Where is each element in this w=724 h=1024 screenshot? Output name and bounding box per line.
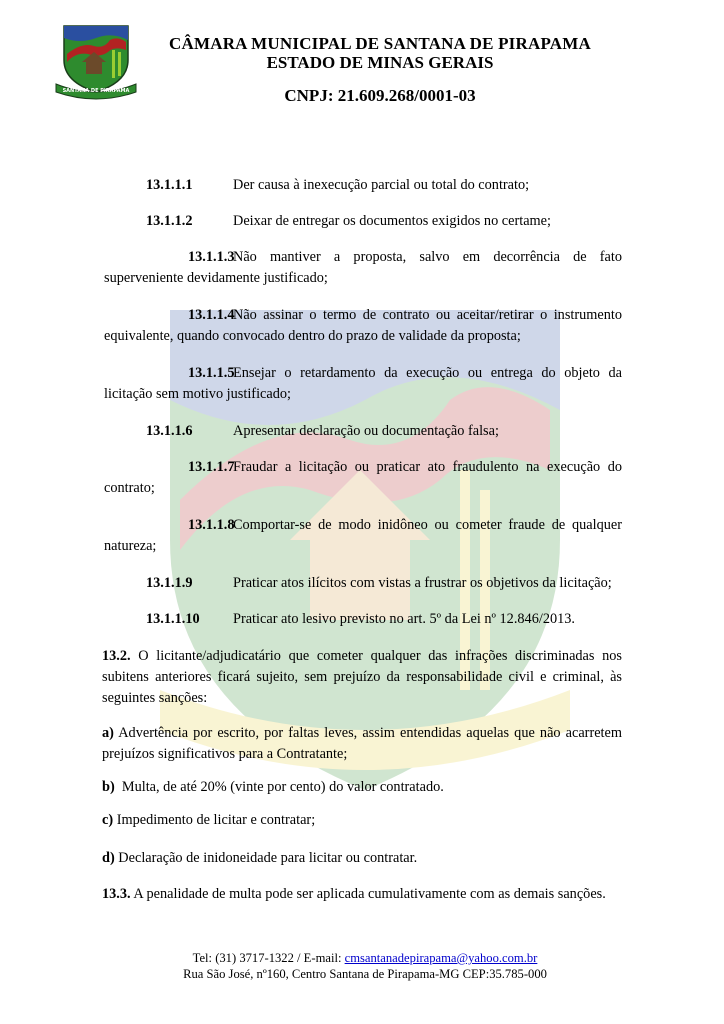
list-item — [104, 247, 622, 289]
list-item — [104, 363, 622, 405]
header-title: CÂMARA MUNICIPAL DE SANTANA DE PIRAPAMA — [169, 34, 591, 53]
item-number: 13.1.1.6 — [146, 423, 193, 439]
footer-contact-prefix: Tel: (31) 3717-1322 / E-mail: — [192, 951, 345, 965]
coat-of-arms-logo — [54, 22, 138, 100]
item-number: 13.1.1.7 — [188, 459, 235, 475]
section-13-3 — [102, 884, 622, 905]
list-item — [104, 609, 622, 630]
sanction-d — [102, 848, 622, 869]
sanction-text: Impedimento de licitar e contratar; — [116, 812, 316, 828]
sanction-text: Declaração de inidoneidade para licitar ou contratar. — [118, 850, 418, 866]
header-cnpj: CNPJ: 21.609.268/0001-03 — [284, 86, 476, 105]
sanction-b — [102, 777, 622, 798]
item-number: 13.1.1.10 — [146, 611, 200, 627]
sanction-c — [102, 810, 622, 831]
item-number: 13.1.1.8 — [188, 517, 235, 533]
list-item — [104, 175, 622, 196]
section-text: A penalidade de multa pode ser aplicada cumulativamente com as demais sanções. — [133, 886, 606, 902]
sanction-label: d) — [102, 850, 115, 866]
footer-email-link[interactable]: cmsantanadepirapama@yahoo.com.br — [344, 951, 538, 965]
sanction-a — [102, 723, 622, 765]
list-item — [104, 211, 622, 232]
item-text: Apresentar declaração ou documentação falsa; — [233, 423, 499, 439]
section-label: 13.3. — [102, 886, 131, 902]
item-number: 13.1.1.9 — [146, 575, 193, 591]
item-number: 13.1.1.2 — [146, 213, 193, 229]
sanction-label: b) — [102, 779, 115, 795]
item-text: Praticar ato lesivo previsto no art. 5º da Lei nº 12.846/2013. — [233, 611, 575, 627]
list-item — [104, 421, 622, 442]
list-item — [104, 305, 622, 347]
item-number: 13.1.1.4 — [188, 307, 235, 323]
list-item — [104, 573, 622, 594]
document-body — [104, 175, 622, 905]
item-text: Ensejar o retardamento da execução ou entrega do objeto da licitação sem motivo justificado; — [104, 365, 622, 402]
section-text: O licitante/adjudicatário que cometer qualquer das infrações discriminadas nos subitens anteriores ficará sujeito, sem prejuízo da responsabilidade civil e criminal, às seguintes sanções: — [102, 648, 622, 706]
item-text: Comportar-se de modo inidôneo ou cometer fraude de qualquer natureza; — [104, 517, 622, 554]
list-item — [104, 515, 622, 557]
item-number: 13.1.1.1 — [146, 177, 193, 193]
item-text: Fraudar a licitação ou praticar ato fraudulento na execução do contrato; — [104, 459, 622, 496]
item-text: Der causa à inexecução parcial ou total do contrato; — [233, 177, 530, 193]
list-item — [104, 457, 622, 499]
footer-contact — [100, 951, 630, 966]
section-label: 13.2. — [102, 648, 131, 664]
footer-address: Rua São José, nº160, Centro Santana de Pirapama-MG CEP:35.785-000 — [183, 967, 547, 981]
item-text: Praticar atos ilícitos com vistas a frustrar os objetivos da licitação; — [233, 575, 612, 591]
logo-banner-text: SANTANA DE PIRAPAMA — [62, 88, 130, 94]
item-text: Não mantiver a proposta, salvo em decorrência de fato superveniente devidamente justificado; — [104, 249, 622, 286]
sanction-text: Advertência por escrito, por faltas leves, assim entendidas aquelas que não acarretem prejuízos significativos para a Contratante; — [102, 725, 622, 762]
sanction-label: c) — [102, 812, 114, 828]
header-state: ESTADO DE MINAS GERAIS — [266, 53, 494, 72]
section-13-2 — [102, 646, 622, 709]
item-number: 13.1.1.3 — [188, 249, 235, 265]
item-text: Não assinar o termo de contrato ou aceitar/retirar o instrumento equivalente, quando convocado dentro do prazo de validade da proposta; — [104, 307, 622, 344]
sanction-label: a) — [102, 725, 114, 741]
sanction-text: Multa, de até 20% (vinte por cento) do valor contratado. — [121, 779, 444, 795]
item-text: Deixar de entregar os documentos exigidos no certame; — [233, 213, 551, 229]
item-number: 13.1.1.5 — [188, 365, 235, 381]
